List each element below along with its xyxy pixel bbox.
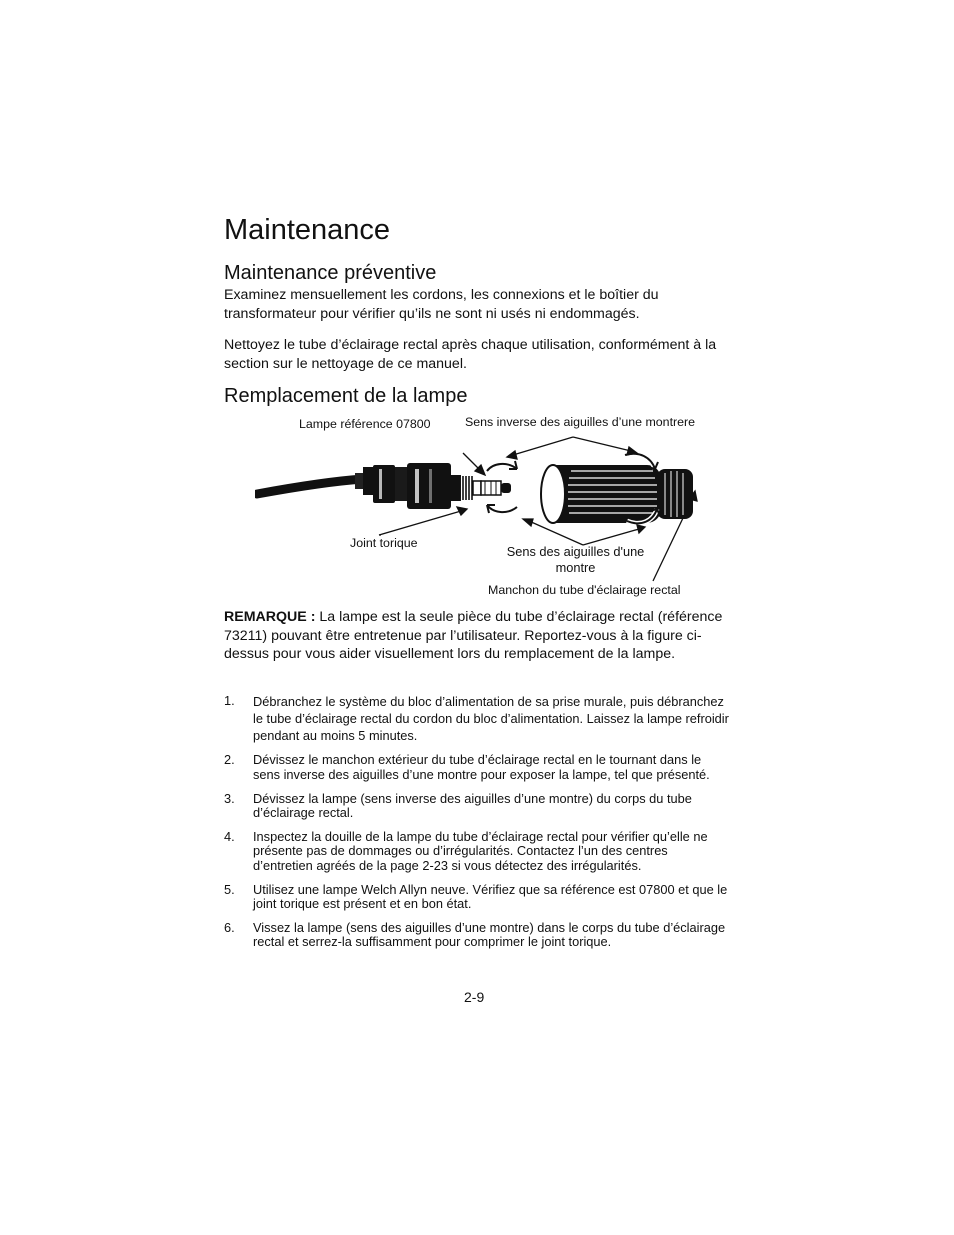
label-clockwise: Sens des aiguilles d'une montre: [506, 544, 645, 575]
preventive-paragraph-2: Nettoyez le tube d’éclairage rectal après chaque utilisation, conformément à la section sur le nettoyage de ce manuel.: [224, 337, 717, 372]
preventive-paragraph-1: Examinez mensuellement les cordons, les connexions et le boîtier du transformateur pour vérifier qu’ils ne sont ni usés ni endommagés.: [224, 287, 659, 322]
list-item: [224, 830, 730, 874]
step-text: Dévissez le manchon extérieur du tube d’éclairage rectal en le tournant dans le sens inverse des aiguilles d’une montre pour exposer la lampe, tel que présenté.: [253, 752, 710, 782]
label-lamp-reference: Lampe référence 07800: [299, 417, 431, 431]
page-number: 2-9: [464, 989, 485, 1005]
list-item: [224, 792, 730, 821]
note-text: La lampe est la seule pièce du tube d’éclairage rectal (référence 73211) pouvant être entretenue par l’utilisateur. Reportez-vous à la figure ci-dessus pour vous aider visuellement lors du remplacement de la lampe.: [224, 609, 723, 662]
label-o-ring: Joint torique: [350, 536, 418, 550]
section-heading-preventive: Maintenance préventive: [224, 262, 437, 284]
step-number: 1.: [224, 693, 235, 708]
step-text: Inspectez la douille de la lampe du tube d’éclairage rectal pour vérifier qu’elle ne présente pas de dommages ou d’irrégularités. Contactez l’un des centres d’entretien agréés de la page 2-23 si vous détectez des irrégularités.: [253, 828, 708, 873]
illuminator-sleeve: [541, 465, 693, 523]
list-item: [224, 753, 730, 782]
step-number: 6.: [224, 919, 235, 935]
list-item: [224, 883, 730, 912]
step-number: 2.: [224, 752, 235, 768]
section-heading-lamp-replacement: Remplacement de la lampe: [224, 385, 468, 407]
label-counter-clockwise: Sens inverse des aiguilles d’une montrere: [465, 415, 696, 429]
lamp-bulb: [481, 481, 511, 495]
procedure-steps: [224, 694, 730, 959]
list-item: [224, 921, 730, 950]
note-label: REMARQUE :: [224, 609, 316, 625]
list-item: [224, 694, 730, 744]
step-number: 5.: [224, 881, 235, 897]
step-text: Dévissez la lampe (sens inverse des aiguilles d’une montre) du corps du tube d’éclairage rectal.: [253, 790, 692, 821]
step-number: 4.: [224, 828, 235, 844]
step-number: 3.: [224, 790, 235, 806]
power-cord: [257, 479, 363, 494]
label-sleeve: Manchon du tube d'éclairage rectal: [488, 583, 681, 597]
illuminator-body: [355, 463, 481, 509]
step-text: Utilisez une lampe Welch Allyn neuve. Vérifiez que sa référence est 07800 et que le joint torique est présent et en bon état.: [253, 881, 728, 912]
step-text: Vissez la lampe (sens des aiguilles d’une montre) dans le corps du tube d’éclairage rectal et serrez-la suffisamment pour comprimer le joint torique.: [253, 919, 726, 950]
note-paragraph: [224, 608, 734, 664]
page-title: Maintenance: [224, 214, 391, 246]
step-text: Débranchez le système du bloc d’alimentation de sa prise murale, puis débranchez le tube d’éclairage rectal du cordon du bloc d’alimentation. Laissez la lampe refroidir pendant au moins 5 minutes.: [253, 694, 729, 743]
